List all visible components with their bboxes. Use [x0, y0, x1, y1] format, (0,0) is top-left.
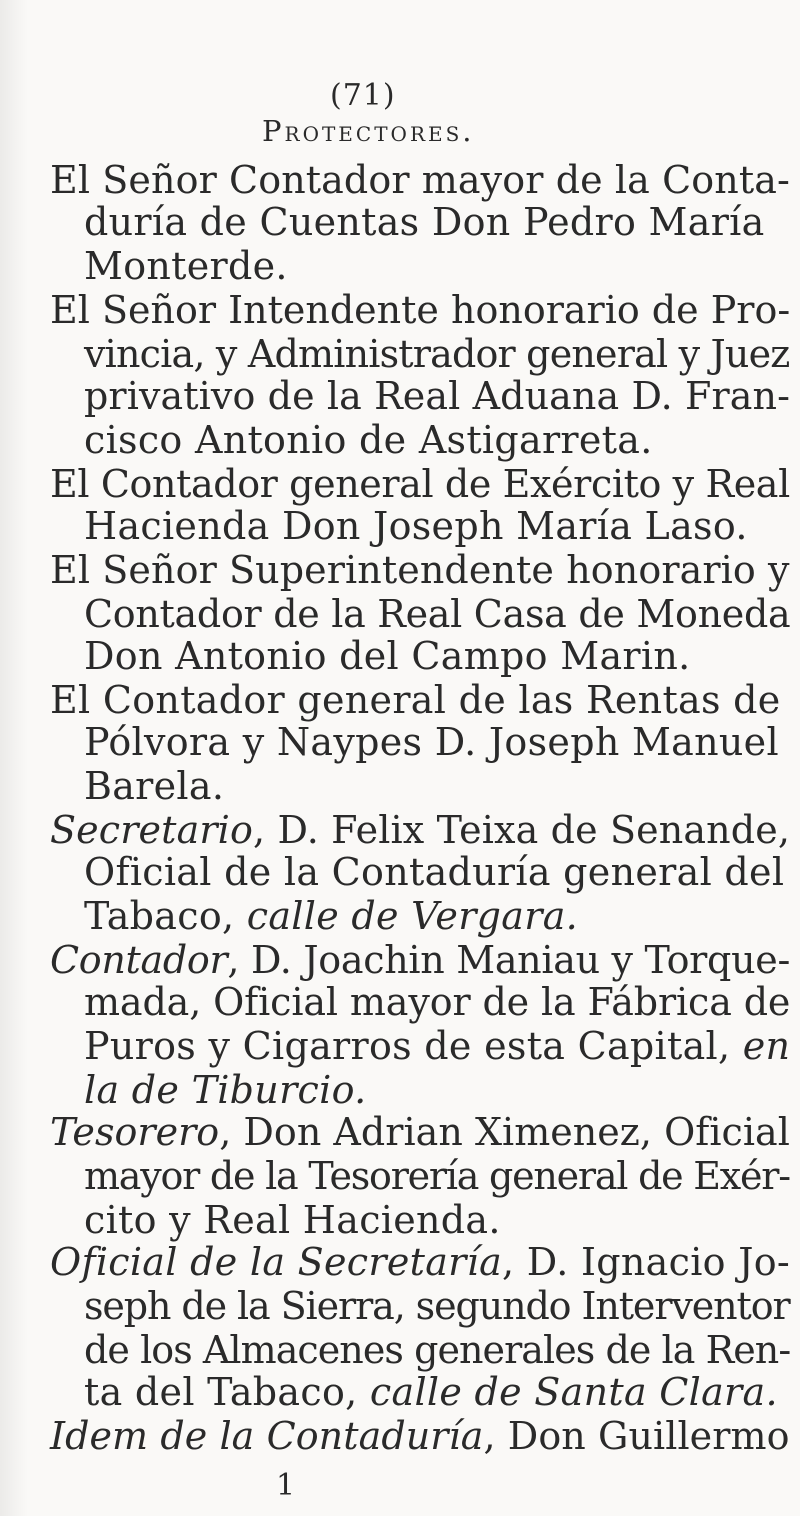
- catchword-mark: 1: [276, 1468, 296, 1503]
- text-line: [84, 332, 790, 376]
- text-segment: , Don Guillermo: [483, 1414, 790, 1458]
- text-line: [50, 1110, 790, 1154]
- text-segment: El Señor Superintendente honorario y: [50, 548, 790, 592]
- text-line: [84, 634, 690, 678]
- text-segment: Monterde.: [84, 244, 288, 288]
- italic-segment: calle de Vergara.: [246, 894, 579, 938]
- text-line: [84, 1328, 790, 1372]
- text-line: [50, 548, 790, 592]
- text-line: [84, 504, 748, 548]
- text-line: [84, 418, 653, 462]
- text-segment: mada, Oficial mayor de la Fábrica de: [84, 980, 791, 1024]
- text-segment: El Señor Intendente honorario de Pro-: [50, 288, 791, 332]
- text-segment: Puros y Cigarros de esta Capital,: [84, 1024, 743, 1068]
- text-line: [84, 850, 784, 894]
- text-segment: Oficial de la Contaduría general del: [84, 850, 785, 894]
- text-segment: , D. Felix Teixa de Senande,: [253, 808, 791, 852]
- text-line: [84, 592, 790, 636]
- text-segment: seph de la Sierra, segundo Interventor: [84, 1284, 790, 1328]
- text-line: [84, 1154, 790, 1198]
- text-line: [50, 1240, 790, 1284]
- text-segment: Hacienda Don Joseph María Laso.: [84, 504, 748, 548]
- text-line: [50, 158, 790, 202]
- text-line: [84, 1370, 778, 1414]
- text-segment: , Don Adrian Ximenez, Oficial: [219, 1110, 790, 1154]
- text-line: [84, 200, 765, 244]
- text-line: [84, 720, 779, 764]
- text-segment: de los Almacenes generales de la Ren-: [84, 1328, 791, 1372]
- text-line: [50, 288, 790, 332]
- text-segment: privativo de la Real Aduana D. Fran-: [84, 374, 791, 418]
- text-line: [84, 374, 790, 418]
- text-segment: vincia, y Administrador general y Juez: [84, 332, 790, 376]
- text-line: [84, 764, 224, 808]
- italic-segment: la de Tiburcio.: [84, 1068, 367, 1112]
- text-line: [84, 1198, 501, 1242]
- text-segment: cisco Antonio de Astigarreta.: [84, 418, 653, 462]
- text-segment: Barela.: [84, 764, 225, 808]
- text-line: [50, 678, 781, 722]
- text-segment: El Contador general de Exército y Real: [50, 462, 790, 506]
- text-line: [84, 1024, 790, 1068]
- text-segment: Tabaco,: [84, 894, 247, 938]
- text-line: [50, 462, 790, 506]
- text-segment: Don Antonio del Campo Marin.: [84, 634, 691, 678]
- text-segment: , D. Ignacio Jo-: [502, 1240, 791, 1284]
- text-segment: mayor de la Tesorería general de Exér-: [84, 1154, 790, 1198]
- text-segment: cito y Real Hacienda.: [84, 1198, 501, 1242]
- text-segment: El Contador general de las Rentas de: [50, 678, 781, 722]
- italic-segment: Secretario: [50, 808, 253, 852]
- italic-segment: Tesorero: [50, 1110, 220, 1154]
- text-segment: Pólvora y Naypes D. Joseph Manuel: [84, 720, 779, 764]
- section-header: Protectores.: [262, 114, 475, 148]
- text-line: [50, 1414, 790, 1458]
- text-line: [84, 244, 288, 288]
- italic-segment: Contador: [50, 938, 228, 982]
- italic-segment: en: [742, 1024, 791, 1068]
- italic-segment: Oficial de la Secretaría: [50, 1240, 503, 1284]
- text-segment: duría de Cuentas Don Pedro María: [84, 200, 765, 244]
- text-line: [84, 894, 578, 938]
- text-line: [84, 1284, 790, 1328]
- text-line: [84, 980, 790, 1024]
- text-line: [50, 938, 790, 982]
- text-segment: , D. Joachin Maniau y Torque-: [227, 938, 791, 982]
- text-segment: El Señor Contador mayor de la Conta-: [50, 158, 790, 202]
- text-line: [50, 808, 790, 852]
- text-segment: Contador de la Real Casa de Moneda: [84, 592, 791, 636]
- italic-segment: calle de Santa Clara.: [369, 1370, 778, 1414]
- text-line: [84, 1068, 366, 1112]
- italic-segment: Idem de la Contaduría: [50, 1414, 484, 1458]
- text-segment: ta del Tabaco,: [84, 1370, 370, 1414]
- page-margin-shadow: [0, 0, 28, 1516]
- page-number: (71): [330, 78, 396, 113]
